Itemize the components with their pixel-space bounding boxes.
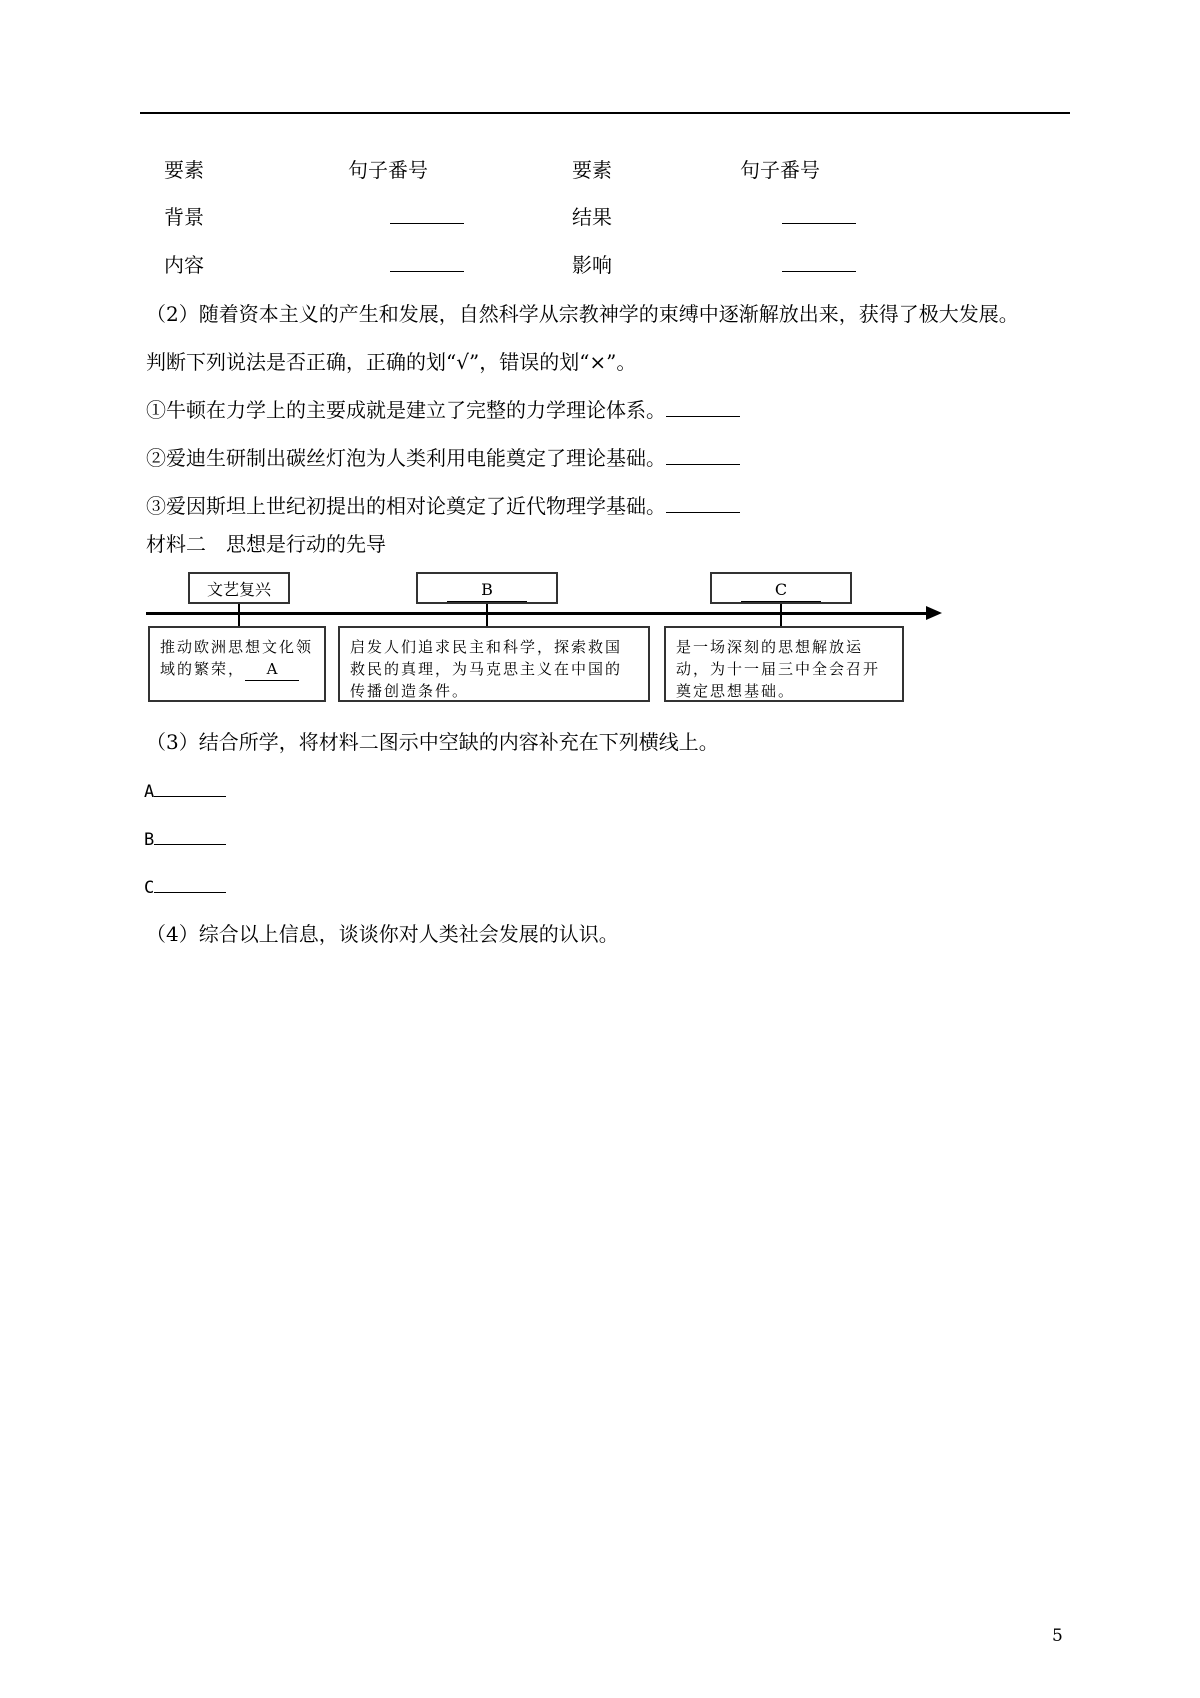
timeline-desc-3: 是一场深刻的思想解放运动，为十一届三中全会召开奠定思想基础。 [664,626,904,702]
table-header-sentence-1: 句子番号 [348,158,428,182]
q3-label-c: C [144,878,155,898]
timeline-axis [146,612,930,615]
table-header-element-2: 要素 [572,158,612,182]
timeline-diagram [146,566,946,706]
q2-item-2-blank[interactable] [666,444,740,465]
material-2-title: 材料二 思想是行动的先导 [146,532,386,556]
connector-1 [238,604,240,626]
page-number: 5 [1052,1626,1063,1646]
connector-2 [486,604,488,626]
q3-blank-c[interactable] [154,874,226,893]
timeline-label-b [416,572,558,604]
q2-item-1-blank[interactable] [666,396,740,417]
table-header-sentence-2: 句子番号 [740,158,820,182]
q3-answer-c [144,874,226,902]
q4-intro: （4）综合以上信息，谈谈你对人类社会发展的认识。 [146,922,619,946]
timeline-label-b-text: B [447,579,527,602]
q3-answer-a [144,778,226,806]
blank-impact[interactable] [782,251,856,279]
q2-instruction: 判断下列说法是否正确，正确的划“√”，错误的划“×”。 [146,350,637,374]
timeline-desc-2: 启发人们追求民主和科学，探索救国救民的真理，为马克思主义在中国的传播创造条件。 [338,626,650,702]
q3-blank-a[interactable] [154,778,226,797]
q3-answer-b [144,826,226,854]
q2-item-3-text: ③爱因斯坦上世纪初提出的相对论奠定了近代物理学基础。 [146,494,666,518]
blank-background[interactable] [390,203,464,231]
q2-item-3-blank[interactable] [666,492,740,513]
timeline-label-c [710,572,852,604]
q2-item-1 [146,396,740,424]
q3-label-b: B [144,830,155,850]
table-header-element-1: 要素 [164,158,204,182]
timeline-label-c-text: C [741,579,821,602]
blank-content[interactable] [390,251,464,279]
timeline-desc-1 [148,626,326,702]
connector-3 [780,604,782,626]
q3-intro: （3）结合所学，将材料二图示中空缺的内容补充在下列横线上。 [146,730,719,754]
q2-item-1-text: ①牛顿在力学上的主要成就是建立了完整的力学理论体系。 [146,398,666,422]
table-label-background: 背景 [164,205,204,229]
q2-item-3 [146,492,740,520]
timeline-desc-1-text: 推动欧洲思想文化领域的繁荣， [160,638,314,678]
q2-item-2 [146,444,740,472]
q2-intro: （2）随着资本主义的产生和发展，自然科学从宗教神学的束缚中逐渐解放出来，获得了极大发展。 [146,302,1019,326]
table-label-impact: 影响 [572,253,612,277]
table-label-result: 结果 [572,205,612,229]
header-rule [140,112,1070,114]
blank-result[interactable] [782,203,856,231]
q3-blank-b[interactable] [154,826,226,845]
timeline-arrowhead [926,606,942,620]
table-label-content: 内容 [164,253,204,277]
q2-item-2-text: ②爱迪生研制出碳丝灯泡为人类利用电能奠定了理论基础。 [146,446,666,470]
timeline-label-renaissance: 文艺复兴 [188,572,290,604]
timeline-desc-1-blank: A [245,658,299,681]
q3-label-a: A [144,782,155,802]
